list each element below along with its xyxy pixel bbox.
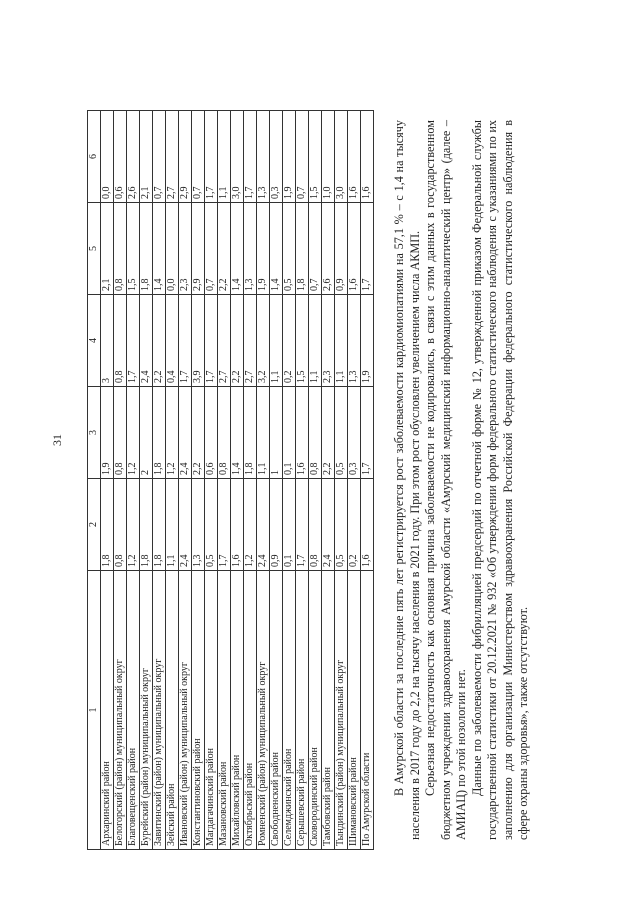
- value-cell: 1,1: [218, 111, 231, 203]
- table-row: [153, 111, 166, 850]
- value-cell: 1,8: [244, 387, 257, 479]
- header-cell: 5: [88, 203, 101, 295]
- table-header-row: [88, 111, 101, 850]
- value-cell: 0,5: [335, 387, 348, 479]
- value-cell: 2,4: [179, 479, 192, 571]
- value-cell: 1,9: [283, 111, 296, 203]
- table-row: [179, 111, 192, 850]
- value-cell: 0,7: [296, 111, 309, 203]
- table-row: [192, 111, 205, 850]
- value-cell: 0,3: [348, 387, 361, 479]
- value-cell: 0,3: [270, 111, 283, 203]
- district-name-cell: Зейский район: [166, 571, 179, 850]
- value-cell: 1,3: [244, 203, 257, 295]
- value-cell: 1,6: [361, 479, 374, 571]
- table-row: [270, 111, 283, 850]
- value-cell: 1: [270, 387, 283, 479]
- district-name-cell: Свободненский район: [270, 571, 283, 850]
- table-row: [205, 111, 218, 850]
- header-cell: 1: [88, 571, 101, 850]
- value-cell: 1,0: [322, 111, 335, 203]
- value-cell: 2,3: [179, 203, 192, 295]
- value-cell: 0,1: [283, 479, 296, 571]
- value-cell: 1,3: [192, 479, 205, 571]
- value-cell: 1,5: [127, 203, 140, 295]
- value-cell: 1,9: [257, 203, 270, 295]
- value-cell: 2,6: [322, 203, 335, 295]
- value-cell: 1,6: [361, 111, 374, 203]
- value-cell: 0,8: [309, 387, 322, 479]
- value-cell: 0,8: [114, 295, 127, 387]
- value-cell: 1,8: [101, 479, 114, 571]
- value-cell: 0,5: [283, 203, 296, 295]
- district-name-cell: Мазановский район: [218, 571, 231, 850]
- header-cell: 3: [88, 387, 101, 479]
- table-row: [101, 111, 114, 850]
- value-cell: 2,2: [322, 387, 335, 479]
- district-name-cell: Константиновский район: [192, 571, 205, 850]
- district-name-cell: Архаринский район: [101, 571, 114, 850]
- value-cell: 1,4: [270, 203, 283, 295]
- value-cell: 3,9: [192, 295, 205, 387]
- header-cell: 2: [88, 479, 101, 571]
- value-cell: 2,9: [179, 111, 192, 203]
- table-row: [166, 111, 179, 850]
- value-cell: 0,4: [166, 295, 179, 387]
- district-name-cell: Завитинский (район) муниципальный округ: [153, 571, 166, 850]
- value-cell: 0,8: [114, 479, 127, 571]
- value-cell: 2,7: [218, 295, 231, 387]
- district-name-cell: Ивановский (район) муниципальный округ: [179, 571, 192, 850]
- table-row: [140, 111, 153, 850]
- value-cell: 0,7: [192, 111, 205, 203]
- value-cell: 0,9: [335, 203, 348, 295]
- body-text: [392, 120, 532, 840]
- value-cell: 1,6: [231, 479, 244, 571]
- table-row: [361, 111, 374, 850]
- rotated-page-content: [77, 80, 587, 880]
- value-cell: 1,6: [348, 203, 361, 295]
- value-cell: 0,7: [309, 203, 322, 295]
- value-cell: 1,7: [205, 111, 218, 203]
- value-cell: 1,2: [127, 479, 140, 571]
- table-body: [88, 111, 374, 850]
- value-cell: 3,0: [231, 111, 244, 203]
- value-cell: 1,1: [257, 387, 270, 479]
- value-cell: 0,2: [283, 295, 296, 387]
- morbidity-table: [87, 110, 374, 850]
- value-cell: 1,9: [101, 387, 114, 479]
- district-name-cell: Белогорский (район) муниципальный округ: [114, 571, 127, 850]
- value-cell: 0,6: [205, 387, 218, 479]
- value-cell: 0,8: [114, 203, 127, 295]
- value-cell: 0,5: [205, 479, 218, 571]
- value-cell: 0,1: [283, 387, 296, 479]
- table-row: [127, 111, 140, 850]
- value-cell: 0,0: [101, 111, 114, 203]
- value-cell: 1,3: [257, 111, 270, 203]
- table-row: [348, 111, 361, 850]
- district-name-cell: Тамбовский район: [322, 571, 335, 850]
- value-cell: 1,7: [361, 387, 374, 479]
- value-cell: 0,7: [153, 111, 166, 203]
- value-cell: 2,4: [179, 387, 192, 479]
- value-cell: 0,8: [114, 387, 127, 479]
- header-cell: 6: [88, 111, 101, 203]
- value-cell: 1,7: [127, 295, 140, 387]
- table-row: [309, 111, 322, 850]
- table-row: [322, 111, 335, 850]
- value-cell: 0,9: [270, 479, 283, 571]
- value-cell: 3,0: [335, 111, 348, 203]
- value-cell: 1,2: [127, 387, 140, 479]
- district-name-cell: Селемджинский район: [283, 571, 296, 850]
- value-cell: 1,6: [296, 387, 309, 479]
- value-cell: 1,1: [309, 295, 322, 387]
- value-cell: 2,7: [244, 295, 257, 387]
- district-name-cell: Сковородинский район: [309, 571, 322, 850]
- district-name-cell: Бурейский (район) муниципальный округ: [140, 571, 153, 850]
- header-cell: 4: [88, 295, 101, 387]
- table-row: [257, 111, 270, 850]
- value-cell: 0,8: [309, 479, 322, 571]
- district-name-cell: Серышевский район: [296, 571, 309, 850]
- district-name-cell: Магдагачинский район: [205, 571, 218, 850]
- value-cell: 1,7: [296, 479, 309, 571]
- table-row: [218, 111, 231, 850]
- value-cell: 2,9: [192, 203, 205, 295]
- value-cell: 1,6: [348, 111, 361, 203]
- value-cell: 1,7: [218, 479, 231, 571]
- value-cell: 0,0: [166, 203, 179, 295]
- table-row: [231, 111, 244, 850]
- paragraph: Серьезная недостаточность как основная причина заболеваемости не кодировались, в связи с этим данных в государственном бюджетном учреждении здравоохранения Амурской области «Амурский медицинский информационно-аналитический центр» (далее – АМИАЦ) по этой нозологии нет.: [423, 120, 468, 840]
- value-cell: 1,8: [153, 387, 166, 479]
- value-cell: 0,8: [218, 387, 231, 479]
- table-row: [244, 111, 257, 850]
- value-cell: 2,1: [101, 203, 114, 295]
- page-number: 31: [50, 434, 64, 446]
- district-name-cell: Благовещенский район: [127, 571, 140, 850]
- value-cell: 1,8: [140, 479, 153, 571]
- value-cell: 1,7: [361, 203, 374, 295]
- value-cell: 2: [140, 387, 153, 479]
- district-name-cell: Ромненский (район) муниципальный округ: [257, 571, 270, 850]
- value-cell: 1,3: [348, 295, 361, 387]
- value-cell: 1,2: [166, 387, 179, 479]
- value-cell: 1,9: [361, 295, 374, 387]
- paragraph: Данные по заболеваемости фибрилляцией предсердий по отчетной форме № 12, утвержденной приказом Федеральной службы государственной статистики от 20.12.2021 № 932 «Об утверждении форм федерального статистического наблюдения с указаниями по их заполнению для организации Министерством здравоохранения Российской Федерации федерального статистического наблюдения в сфере охраны здоровья», также отсутствуют.: [469, 120, 530, 840]
- value-cell: 2,2: [153, 295, 166, 387]
- district-name-cell: По Амурской области: [361, 571, 374, 850]
- value-cell: 0,7: [205, 203, 218, 295]
- value-cell: 1,7: [205, 295, 218, 387]
- value-cell: 2,2: [192, 387, 205, 479]
- value-cell: 2,4: [322, 479, 335, 571]
- table-row: [335, 111, 348, 850]
- district-name-cell: Шимановский район: [348, 571, 361, 850]
- value-cell: 2,3: [322, 295, 335, 387]
- value-cell: 3: [101, 295, 114, 387]
- value-cell: 0,2: [348, 479, 361, 571]
- paragraph: В Амурской области за последние пять лет регистрируется рост заболеваемости кардиомиопатиями на 57,1 % – с 1,4 на тысячу населения в 2017 году до 2,2 на тысячу населения в 2021 году. При этом рост обусловлен увеличением числа АКМП.: [392, 120, 422, 840]
- table-row: [283, 111, 296, 850]
- value-cell: 1,4: [231, 387, 244, 479]
- district-name-cell: Тындинский (район) муниципальный округ: [335, 571, 348, 850]
- table-row: [296, 111, 309, 850]
- value-cell: 2,1: [140, 111, 153, 203]
- value-cell: 1,5: [296, 295, 309, 387]
- value-cell: 0,6: [114, 111, 127, 203]
- value-cell: 1,5: [309, 111, 322, 203]
- value-cell: 0,5: [335, 479, 348, 571]
- value-cell: 1,7: [179, 295, 192, 387]
- value-cell: 2,2: [218, 203, 231, 295]
- value-cell: 3,2: [257, 295, 270, 387]
- value-cell: 2,7: [166, 111, 179, 203]
- value-cell: 2,4: [140, 295, 153, 387]
- value-cell: 1,1: [270, 295, 283, 387]
- value-cell: 1,8: [140, 203, 153, 295]
- value-cell: 1,1: [335, 295, 348, 387]
- table-row: [114, 111, 127, 850]
- district-name-cell: Михайловский район: [231, 571, 244, 850]
- value-cell: 2,4: [257, 479, 270, 571]
- value-cell: 1,2: [244, 479, 257, 571]
- value-cell: 2,2: [231, 295, 244, 387]
- value-cell: 1,8: [296, 203, 309, 295]
- value-cell: 1,8: [153, 479, 166, 571]
- value-cell: 2,6: [127, 111, 140, 203]
- value-cell: 1,4: [153, 203, 166, 295]
- value-cell: 1,7: [244, 111, 257, 203]
- value-cell: 1,1: [166, 479, 179, 571]
- value-cell: 1,4: [231, 203, 244, 295]
- district-name-cell: Октябрьский район: [244, 571, 257, 850]
